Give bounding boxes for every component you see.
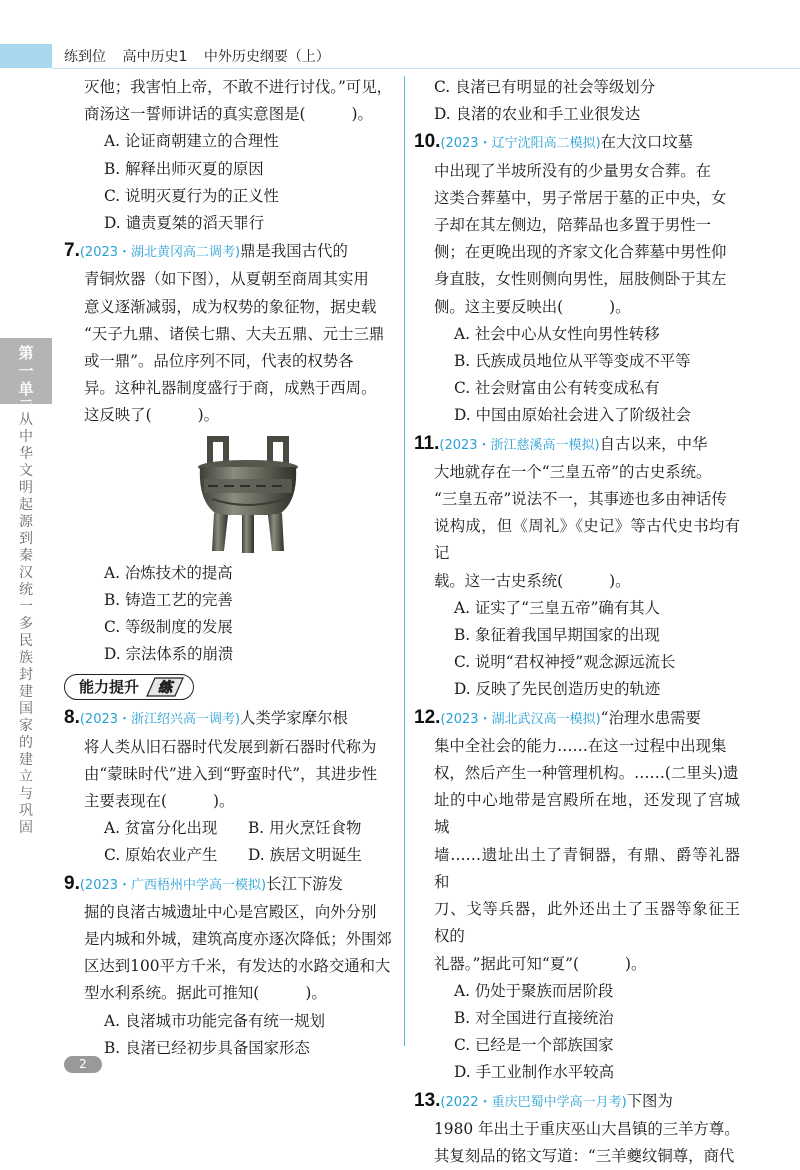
q12-source: (2023・湖北武汉高一模拟): [440, 711, 601, 727]
q12-stem-line: [434, 951, 740, 978]
q10-text-start: 在大汶口坟墓: [600, 133, 694, 152]
q12-head: [414, 704, 740, 733]
q10-line: 子却在其左侧边，陪葬品也多置于男性一: [434, 216, 712, 235]
q6-stem-line: [84, 101, 392, 128]
q9-source: (2023・广西梧州中学高一模拟): [79, 877, 267, 893]
unit-title-vertical: [0, 412, 52, 837]
q8-line: 主要表现在(: [84, 792, 167, 811]
q12-line: 礼器。”据此可知“夏”(: [434, 954, 580, 973]
q11-option-b: B. 象征着我国早期国家的出现: [454, 626, 660, 645]
unit-label: 第一单元: [18, 344, 34, 416]
q11-option-a: A. 证实了“三皇五帝”确有其人: [454, 598, 660, 617]
q10-option-d: D. 中国由原始社会进入了阶级社会: [454, 406, 692, 425]
q10-head: [414, 128, 740, 157]
q11-option-c: C. 说明“君权神授”观念源远流长: [454, 653, 676, 672]
q10-line: 身直肢，女性则侧向男性，屈肢侧卧于其左: [434, 270, 727, 289]
q7-stem-line: [84, 402, 392, 429]
q7-head: [64, 237, 392, 266]
q10-number: 10.: [414, 131, 441, 153]
column-divider: [404, 76, 405, 1046]
q11-line: “三皇五帝”说法不一，其事迹也多由神话传: [434, 490, 727, 509]
header-volume: 中外历史纲要（上）: [203, 49, 330, 65]
q7-number: 7.: [64, 240, 80, 262]
q9-stem-line: [84, 980, 392, 1007]
q11-head: [414, 430, 740, 459]
header-rule: [52, 68, 800, 69]
q12-option-b: B. 对全国进行直接统治: [454, 1008, 614, 1027]
q7-line: 意义逐渐减弱，成为权势的象征物，据史载: [84, 297, 377, 316]
q8-head: [64, 704, 392, 733]
q9-line: 型水利系统。据此可推知(: [84, 984, 260, 1003]
practice-badge-icon: [145, 676, 185, 698]
header-accent-band: [0, 44, 52, 68]
q8-source: (2023・浙江绍兴高一调考): [79, 712, 241, 728]
q10-source: (2023・辽宁沈阳高二模拟): [440, 136, 601, 152]
q13-source: (2022・重庆巴蜀中学高一月考): [440, 1094, 627, 1110]
q7-option-a: A. 冶炼技术的提高: [104, 563, 233, 582]
q13-text-start: 下图为: [626, 1091, 673, 1110]
q8-option-d: D. 族居文明诞生: [248, 846, 362, 865]
q11-line: 载。这一古史系统(: [434, 571, 564, 590]
q13-number: 13.: [414, 1089, 441, 1111]
page-number: 2: [64, 1056, 102, 1073]
q11-tail: )。: [609, 571, 631, 590]
q8-line: 由“蒙昧时代”进入到“野蛮时代”，其进步性: [84, 764, 378, 783]
q10-tail: )。: [609, 297, 631, 316]
q9-option-d: D. 良渚的农业和手工业很发达: [434, 105, 641, 124]
question-7: [64, 237, 392, 668]
q7-line: 青铜炊器（如下图），从夏朝至商周其实用: [84, 270, 369, 289]
q12-line: 集中全社会的能力……在这一过程中出现集: [434, 736, 727, 755]
q9-line: 掘的良渚古城遗址中心是宫殿区，向外分别: [84, 902, 377, 921]
q10-option-c: C. 社会财富由公有转变成私有: [454, 379, 660, 398]
q11-source: (2023・浙江慈溪高一模拟): [439, 437, 600, 453]
q6-option-c: C. 说明灭夏行为的正义性: [104, 186, 279, 205]
practice-badge-label: 练: [158, 680, 173, 697]
q11-line: 大地就存在一个“三皇五帝”的古史系统。: [434, 462, 712, 481]
q9-number: 9.: [64, 872, 80, 894]
q11-text-start: 自古以来，中华: [599, 434, 708, 453]
running-header: [64, 46, 342, 66]
q6-line: 商汤这一誓师讲话的真实意图是(: [84, 105, 306, 124]
q6-option-b: B. 解释出师灭夏的原因: [104, 159, 264, 178]
q9-tail: )。: [305, 984, 327, 1003]
q9-option-c: C. 良渚已有明显的社会等级划分: [434, 78, 656, 96]
q9-option-a: A. 良渚城市功能完备有统一规划: [104, 1011, 325, 1030]
q10-line: 这类合葬墓中，男子常居于墓的正中央，女: [434, 188, 727, 207]
unit-tab: [0, 338, 52, 416]
q8-options-row: [84, 815, 392, 842]
question-9: [64, 870, 392, 1062]
q9-head: [64, 870, 392, 899]
q9-text-start: 长江下游发: [266, 874, 344, 893]
q13-head: [414, 1087, 740, 1116]
q7-tail: )。: [197, 406, 219, 425]
q7-line: 这反映了(: [84, 406, 152, 425]
q12-option-a: A. 仍处于聚族而居阶段: [454, 981, 614, 1000]
q7-option-c: C. 等级制度的发展: [104, 618, 233, 637]
bronze-ding-image: [188, 433, 308, 557]
q6-option-a: A. 论证商朝建立的合理性: [104, 132, 279, 151]
q12-number: 12.: [414, 706, 441, 728]
q8-stem-line: [84, 788, 392, 815]
q10-stem-line: [434, 294, 740, 321]
q10-option-a: A. 社会中心从女性向男性转移: [454, 324, 660, 343]
q12-line: 权，然后产生一种管理机构。……(二里头)遗: [434, 764, 739, 783]
q8-line: 将人类从旧石器时代发展到新石器时代称为: [84, 737, 377, 756]
q9-line: 区达到100平方千米，有发达的水路交通和大: [84, 957, 391, 976]
q12-tail: )。: [625, 954, 647, 973]
q12-option-c: C. 已经是一个部族国家: [454, 1036, 614, 1055]
q12-line: 刀、戈等兵器，此外还出土了玉器等象征王权的: [434, 900, 740, 946]
q7-option-d: D. 宗法体系的崩溃: [104, 645, 234, 664]
q12-line: 址的中心地带是宫殿所在地，还发现了宫城城: [434, 791, 740, 837]
q7-text-start: 鼎是我国古代的: [240, 242, 348, 261]
question-10: [414, 128, 740, 429]
q11-line: 说构成，但《周礼》《史记》等古代史书均有记: [434, 517, 740, 563]
q8-option-a: A. 贫富分化出现: [104, 819, 218, 838]
q7-line: 或一鼎”。品位序列不同，代表的权势各: [84, 352, 354, 371]
q9-option-b: B. 良渚已经初步具备国家形态: [104, 1038, 310, 1057]
q9-line: 是内城和外城，建筑高度亦逐次降低；外围郊: [84, 930, 392, 949]
q7-line: “天子九鼎、诸侯七鼎、大夫五鼎、元士三鼎: [84, 324, 385, 343]
q12-line: 墙……遗址出土了青铜器，有鼎、爵等礼器和: [434, 845, 740, 891]
q7-source: (2023・湖北黄冈高二调考): [79, 245, 241, 261]
right-column: [414, 74, 740, 1170]
section-title-ability: [64, 674, 194, 700]
q7-line: 异。这种礼器制度盛行于商，成熟于西周。: [84, 379, 377, 398]
question-11: [414, 430, 740, 704]
question-13: [414, 1087, 740, 1170]
q10-line: 中出现了半坡所没有的少量男女合葬。在: [434, 161, 712, 180]
q13-line: 其复刻品的铭文写道：“三羊夔纹铜尊，商代: [434, 1146, 735, 1165]
question-8: [64, 704, 392, 869]
q8-number: 8.: [64, 707, 80, 729]
q8-text-start: 人类学家摩尔根: [240, 709, 348, 728]
q10-line: 侧。这主要反映出(: [434, 297, 564, 316]
q7-option-b: B. 铸造工艺的完善: [104, 590, 233, 609]
q11-number: 11.: [414, 432, 440, 454]
q12-option-d: D. 手工业制作水平较高: [454, 1063, 615, 1082]
q8-options-row: [84, 842, 392, 869]
question-12: [414, 704, 740, 1087]
question-6-continued: [64, 74, 392, 237]
q8-option-b: B. 用火烹饪食物: [248, 819, 362, 838]
q6-option-d: D. 谴责夏桀的滔天罪行: [104, 214, 265, 233]
section-title-text: 能力提升: [79, 677, 140, 696]
q11-stem-line: [434, 568, 740, 595]
q10-line: 侧；在更晚出现的齐家文化合葬墓中男性仰: [434, 243, 727, 262]
q8-tail: )。: [212, 792, 235, 811]
header-subject: 高中历史1: [122, 49, 188, 65]
q11-option-d: D. 反映了先民创造历史的轨迹: [454, 680, 661, 699]
ding-figure: [84, 430, 392, 560]
q10-option-b: B. 氏族成员地位从平等变成不平等: [454, 352, 691, 371]
unit-title: 从中华文明起源到秦汉统一多民族封建国家的建立与巩固: [19, 412, 33, 836]
q8-option-c: C. 原始农业产生: [104, 846, 218, 865]
q6-tail: )。: [351, 105, 373, 124]
left-column: [64, 74, 392, 1062]
q6-line: 灭他；我害怕上帝，不敢不进行讨伐。”可见，: [84, 78, 392, 96]
header-book: 练到位: [64, 49, 106, 65]
q12-text-start: “治理水患需要: [600, 708, 701, 727]
q13-line: 1980 年出土于重庆巫山大昌镇的三羊方尊。: [434, 1119, 740, 1138]
